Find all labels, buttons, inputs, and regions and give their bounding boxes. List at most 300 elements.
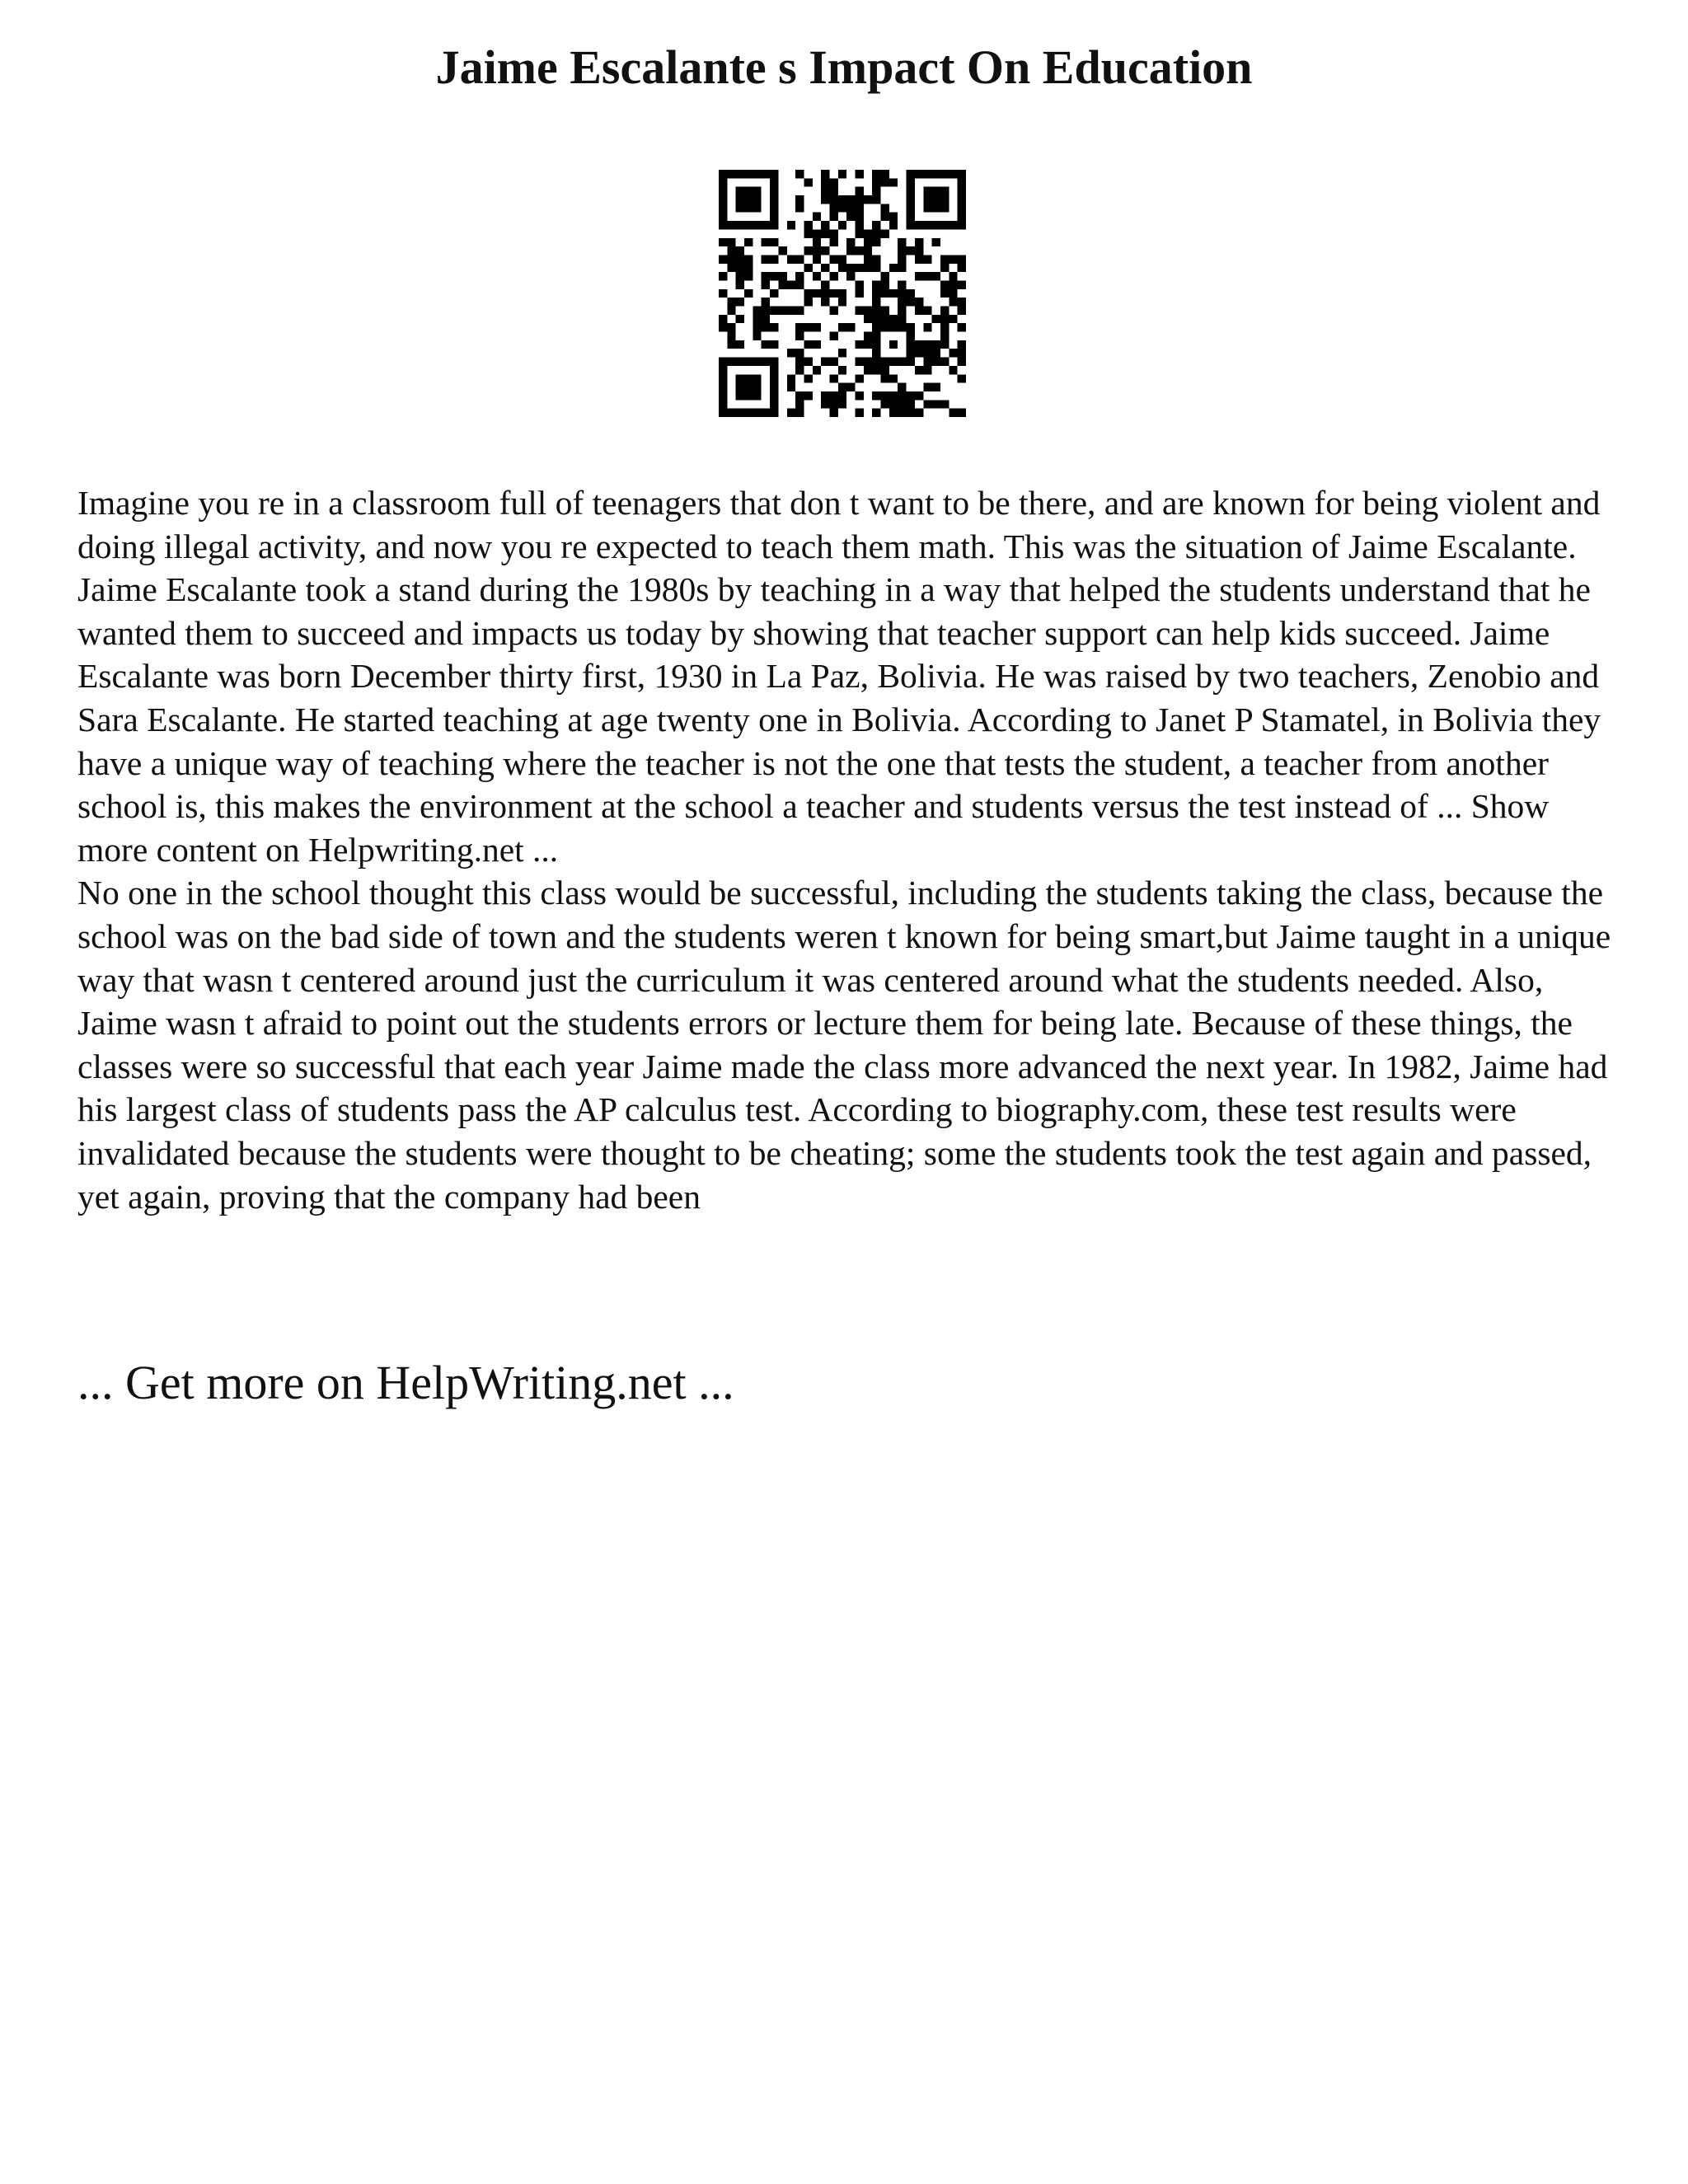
qr-module xyxy=(856,229,864,237)
qr-module xyxy=(838,264,846,272)
qr-module xyxy=(907,221,915,229)
qr-module xyxy=(907,195,915,204)
qr-module xyxy=(898,323,906,331)
qr-module xyxy=(744,238,753,246)
qr-module xyxy=(932,187,940,195)
qr-module xyxy=(940,204,949,212)
qr-module xyxy=(958,187,966,195)
qr-module xyxy=(813,323,821,331)
qr-module xyxy=(762,170,770,178)
qr-module xyxy=(872,289,880,298)
qr-module xyxy=(872,409,880,417)
qr-module xyxy=(864,195,872,204)
qr-module xyxy=(856,213,864,221)
qr-module xyxy=(795,204,804,212)
qr-module xyxy=(770,358,778,366)
qr-module xyxy=(923,187,931,195)
qr-module xyxy=(907,409,915,417)
qr-module xyxy=(940,187,949,195)
paragraph-1: Imagine you re in a classroom full of teenagers that don t want to be there, and are known for being violent and doing illegal activity, and now you re expected to teach them math. This was the situation of Jaime Escalante. Jaime Escalante took a stand during the 1980s by teaching in a way that helped the students understand that he wanted them to succeed and impacts us today by showing that teacher support can help kids succeed. Jaime Escalante was born December thirty first, 1930 in La Paz, Bolivia. He was raised by two teachers, Zenobio and Sara Escalante. He started teaching at age twenty one in Bolivia. According to Janet P Stamatel, in Bolivia they have a unique way of teaching where the teacher is not the one that tests the student, a teacher from another school is, this makes the environment at the school a teacher and students versus the test instead of ... Show more content on Helpwriting.net ... xyxy=(77,484,1601,869)
qr-module xyxy=(813,272,821,280)
qr-module xyxy=(821,246,829,255)
qr-module xyxy=(958,221,966,229)
qr-module xyxy=(915,391,923,400)
qr-module xyxy=(898,238,906,246)
qr-module xyxy=(804,323,812,331)
qr-module xyxy=(915,255,923,263)
qr-module xyxy=(940,289,949,298)
qr-module xyxy=(949,280,957,288)
qr-module xyxy=(932,349,940,357)
qr-module xyxy=(872,264,880,272)
qr-module xyxy=(736,246,744,255)
qr-module xyxy=(829,332,837,340)
qr-module xyxy=(856,221,864,229)
qr-module xyxy=(915,366,923,374)
qr-module xyxy=(923,383,931,391)
qr-module xyxy=(856,374,864,382)
qr-module xyxy=(872,391,880,400)
qr-module xyxy=(889,374,898,382)
qr-module xyxy=(856,409,864,417)
qr-module xyxy=(932,195,940,204)
qr-code-graphic xyxy=(719,170,966,417)
qr-module xyxy=(829,391,837,400)
qr-module xyxy=(932,358,940,366)
qr-module xyxy=(719,187,727,195)
qr-module xyxy=(821,187,829,195)
qr-module xyxy=(838,400,846,408)
qr-module xyxy=(744,391,753,400)
qr-module xyxy=(787,307,795,315)
qr-module xyxy=(958,298,966,306)
qr-module xyxy=(846,264,855,272)
qr-module xyxy=(898,264,906,272)
qr-module xyxy=(864,246,872,255)
qr-module xyxy=(907,340,915,349)
qr-module xyxy=(753,187,761,195)
qr-module xyxy=(872,349,880,357)
qr-module xyxy=(958,204,966,212)
qr-module xyxy=(872,255,880,263)
qr-module xyxy=(770,289,778,298)
qr-module xyxy=(872,315,880,323)
qr-module xyxy=(940,307,949,315)
qr-module xyxy=(719,204,727,212)
qr-module xyxy=(787,349,795,357)
qr-module xyxy=(770,195,778,204)
qr-module xyxy=(821,289,829,298)
qr-module xyxy=(940,358,949,366)
qr-module xyxy=(795,358,804,366)
qr-module xyxy=(923,272,931,280)
qr-module xyxy=(719,400,727,408)
qr-module xyxy=(829,178,837,186)
qr-module xyxy=(719,366,727,374)
qr-module xyxy=(787,374,795,382)
qr-module xyxy=(907,246,915,255)
qr-module xyxy=(949,298,957,306)
qr-module xyxy=(762,255,770,263)
qr-module xyxy=(898,358,906,366)
qr-module xyxy=(770,391,778,400)
qr-module xyxy=(787,383,795,391)
qr-module xyxy=(864,315,872,323)
qr-module xyxy=(856,264,864,272)
qr-module xyxy=(821,358,829,366)
qr-module xyxy=(770,170,778,178)
qr-module xyxy=(915,246,923,255)
qr-module xyxy=(795,272,804,280)
qr-module xyxy=(770,400,778,408)
qr-module xyxy=(923,323,931,331)
qr-module xyxy=(736,340,744,349)
qr-module xyxy=(915,298,923,306)
qr-module xyxy=(958,255,966,263)
qr-module xyxy=(915,170,923,178)
qr-module xyxy=(838,255,846,263)
qr-module xyxy=(804,264,812,272)
qr-module xyxy=(940,323,949,331)
qr-module xyxy=(864,340,872,349)
qr-module xyxy=(727,298,735,306)
qr-module xyxy=(872,307,880,315)
qr-module xyxy=(804,246,812,255)
qr-module xyxy=(898,383,906,391)
qr-module xyxy=(958,340,966,349)
qr-module xyxy=(736,298,744,306)
qr-module xyxy=(915,409,923,417)
qr-module xyxy=(719,323,727,331)
qr-module xyxy=(795,280,804,288)
qr-module xyxy=(932,170,940,178)
qr-module xyxy=(872,340,880,349)
qr-module xyxy=(940,264,949,272)
qr-module xyxy=(736,409,744,417)
qr-module xyxy=(727,255,735,263)
qr-module xyxy=(829,358,837,366)
qr-module xyxy=(932,383,940,391)
qr-module xyxy=(958,213,966,221)
qr-module xyxy=(727,323,735,331)
qr-module xyxy=(872,187,880,195)
qr-module xyxy=(762,307,770,315)
qr-module xyxy=(889,178,898,186)
qr-module xyxy=(881,178,889,186)
qr-module xyxy=(770,204,778,212)
qr-module xyxy=(821,195,829,204)
qr-module xyxy=(795,323,804,331)
qr-module xyxy=(719,178,727,186)
qr-module xyxy=(753,391,761,400)
qr-module xyxy=(856,246,864,255)
qr-module xyxy=(795,400,804,408)
qr-module xyxy=(889,323,898,331)
qr-module xyxy=(778,272,786,280)
qr-module xyxy=(889,289,898,298)
qr-module xyxy=(787,255,795,263)
qr-module xyxy=(804,358,812,366)
qr-module xyxy=(719,221,727,229)
qr-module xyxy=(907,298,915,306)
qr-module xyxy=(881,289,889,298)
qr-module xyxy=(881,307,889,315)
qr-module xyxy=(907,213,915,221)
qr-module xyxy=(804,340,812,349)
qr-module xyxy=(872,366,880,374)
qr-module xyxy=(770,323,778,331)
qr-module xyxy=(821,170,829,178)
qr-module xyxy=(736,374,744,382)
qr-module xyxy=(813,213,821,221)
qr-module xyxy=(958,307,966,315)
qr-module xyxy=(872,280,880,288)
qr-module xyxy=(838,289,846,298)
qr-module xyxy=(813,246,821,255)
qr-module xyxy=(838,366,846,374)
qr-module xyxy=(719,170,727,178)
qr-module xyxy=(898,391,906,400)
qr-module xyxy=(915,340,923,349)
qr-module xyxy=(881,272,889,280)
qr-module xyxy=(907,391,915,400)
qr-module xyxy=(770,213,778,221)
qr-module xyxy=(753,383,761,391)
qr-module xyxy=(872,221,880,229)
qr-module xyxy=(881,400,889,408)
qr-module xyxy=(907,332,915,340)
qr-module xyxy=(762,323,770,331)
qr-module xyxy=(923,195,931,204)
qr-module xyxy=(736,255,744,263)
qr-module xyxy=(838,195,846,204)
qr-module xyxy=(864,238,872,246)
qr-module xyxy=(744,374,753,382)
qr-module xyxy=(915,349,923,357)
qr-module xyxy=(923,204,931,212)
qr-module xyxy=(736,272,744,280)
get-more-link[interactable]: ... Get more on HelpWriting.net ... xyxy=(77,1356,734,1409)
qr-module xyxy=(770,409,778,417)
qr-module xyxy=(804,374,812,382)
qr-module xyxy=(923,170,931,178)
qr-module xyxy=(846,272,855,280)
qr-module xyxy=(915,307,923,315)
qr-module xyxy=(829,229,837,237)
qr-module xyxy=(727,221,735,229)
qr-module xyxy=(898,315,906,323)
qr-module xyxy=(821,264,829,272)
qr-module xyxy=(846,213,855,221)
qr-module xyxy=(787,221,795,229)
qr-module xyxy=(889,391,898,400)
qr-module xyxy=(940,332,949,340)
qr-module xyxy=(829,187,837,195)
qr-module xyxy=(770,238,778,246)
qr-module xyxy=(770,255,778,263)
qr-module xyxy=(727,332,735,340)
qr-module xyxy=(744,187,753,195)
qr-module xyxy=(864,332,872,340)
qr-module xyxy=(881,323,889,331)
qr-module xyxy=(907,204,915,212)
qr-module xyxy=(940,315,949,323)
qr-module xyxy=(804,229,812,237)
qr-module xyxy=(889,358,898,366)
qr-module xyxy=(795,349,804,357)
qr-module xyxy=(770,340,778,349)
qr-module xyxy=(958,170,966,178)
qr-module xyxy=(795,307,804,315)
qr-module xyxy=(770,272,778,280)
qr-module xyxy=(940,221,949,229)
qr-module xyxy=(762,358,770,366)
qr-module xyxy=(889,400,898,408)
qr-module xyxy=(915,272,923,280)
qr-module xyxy=(898,280,906,288)
qr-module xyxy=(727,264,735,272)
qr-module xyxy=(881,204,889,212)
qr-module xyxy=(770,221,778,229)
qr-module xyxy=(829,195,837,204)
qr-module xyxy=(736,204,744,212)
qr-module xyxy=(949,272,957,280)
document-body xyxy=(77,481,1627,1218)
qr-module xyxy=(898,255,906,263)
qr-module xyxy=(762,272,770,280)
qr-module xyxy=(744,264,753,272)
qr-module xyxy=(813,340,821,349)
qr-module xyxy=(727,246,735,255)
qr-module xyxy=(770,307,778,315)
qr-module xyxy=(804,289,812,298)
qr-module xyxy=(932,340,940,349)
qr-module xyxy=(846,238,855,246)
qr-module xyxy=(753,170,761,178)
qr-module xyxy=(898,298,906,306)
qr-module xyxy=(719,391,727,400)
qr-module xyxy=(940,195,949,204)
qr-module xyxy=(821,229,829,237)
qr-module xyxy=(813,255,821,263)
qr-module xyxy=(762,221,770,229)
qr-module xyxy=(889,315,898,323)
qr-module xyxy=(864,366,872,374)
qr-module xyxy=(949,289,957,298)
qr-module xyxy=(829,204,837,212)
qr-module xyxy=(753,332,761,340)
qr-module xyxy=(829,272,837,280)
qr-module xyxy=(940,280,949,288)
qr-module xyxy=(872,332,880,340)
qr-module xyxy=(762,280,770,288)
qr-module xyxy=(915,221,923,229)
qr-module xyxy=(795,409,804,417)
qr-module xyxy=(907,400,915,408)
qr-module xyxy=(856,195,864,204)
qr-module xyxy=(727,170,735,178)
qr-module xyxy=(829,255,837,263)
qr-module xyxy=(932,315,940,323)
qr-module xyxy=(872,195,880,204)
qr-module xyxy=(932,400,940,408)
qr-module xyxy=(736,264,744,272)
qr-module xyxy=(838,221,846,229)
qr-module xyxy=(958,349,966,357)
qr-module xyxy=(770,366,778,374)
qr-module xyxy=(881,229,889,237)
qr-module xyxy=(838,391,846,400)
qr-module xyxy=(753,409,761,417)
qr-module xyxy=(889,409,898,417)
qr-module xyxy=(898,409,906,417)
qr-module xyxy=(949,221,957,229)
qr-module xyxy=(872,358,880,366)
qr-module xyxy=(804,391,812,400)
qr-module xyxy=(753,358,761,366)
qr-module xyxy=(778,307,786,315)
qr-module xyxy=(940,340,949,349)
qr-module xyxy=(829,213,837,221)
qr-module xyxy=(736,315,744,323)
qr-module xyxy=(744,358,753,366)
qr-module xyxy=(762,315,770,323)
qr-module xyxy=(778,280,786,288)
qr-module xyxy=(923,400,931,408)
qr-module xyxy=(881,213,889,221)
qr-module xyxy=(736,358,744,366)
qr-module xyxy=(872,298,880,306)
qr-module xyxy=(864,255,872,263)
qr-module xyxy=(889,340,898,349)
qr-module xyxy=(958,374,966,382)
qr-module xyxy=(753,195,761,204)
qr-module xyxy=(787,409,795,417)
qr-module xyxy=(958,358,966,366)
qr-module xyxy=(829,400,837,408)
qr-module xyxy=(881,374,889,382)
qr-module xyxy=(829,307,837,315)
qr-module xyxy=(923,340,931,349)
qr-module xyxy=(932,204,940,212)
qr-module xyxy=(744,383,753,391)
qr-module xyxy=(958,280,966,288)
qr-module xyxy=(744,221,753,229)
qr-module xyxy=(856,289,864,298)
qr-module xyxy=(898,307,906,315)
qr-module xyxy=(762,409,770,417)
qr-module xyxy=(889,264,898,272)
qr-module xyxy=(787,280,795,288)
qr-module xyxy=(864,229,872,237)
qr-module xyxy=(744,289,753,298)
qr-module xyxy=(804,178,812,186)
qr-module xyxy=(923,358,931,366)
qr-module xyxy=(744,204,753,212)
qr-module xyxy=(736,187,744,195)
qr-module xyxy=(821,221,829,229)
qr-module xyxy=(856,187,864,195)
qr-module xyxy=(821,400,829,408)
qr-module xyxy=(932,238,940,246)
qr-module xyxy=(778,246,786,255)
qr-module xyxy=(923,221,931,229)
qr-module xyxy=(907,187,915,195)
qr-module xyxy=(872,170,880,178)
qr-module xyxy=(795,391,804,400)
qr-module xyxy=(813,238,821,246)
qr-module xyxy=(856,280,864,288)
